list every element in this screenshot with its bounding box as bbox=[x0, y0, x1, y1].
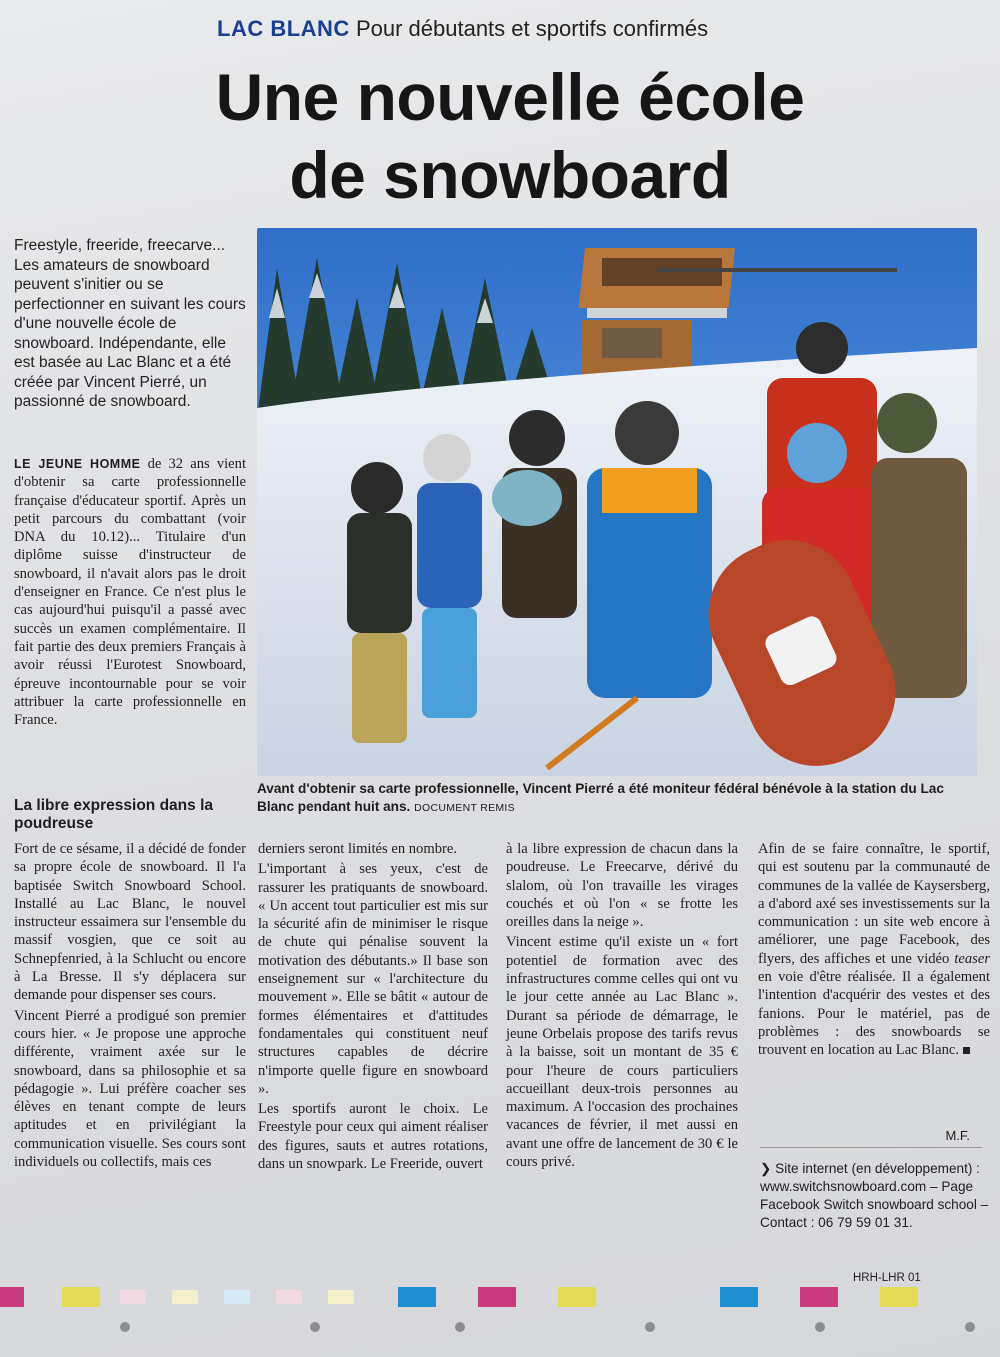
divider bbox=[760, 1147, 982, 1148]
chevron-right-icon: ❯ bbox=[760, 1161, 772, 1176]
perforation bbox=[310, 1322, 320, 1332]
col3-paragraph-2: Vincent estime qu'il existe un « fort potentiel de formation avec des infrastructures comme celles qui ont vu le jour cette année au Lac Blanc ». Durant sa période de démarrage, le jeune Orbelais propose des tarifs revus à la baisse, soit un montant de 35 € pour l'heure de cours particuliers accueillant deux-trois personnes au maximum. A l'occasion des prochaines vacances de février, il met aussi en avant une offre de lancement de 30 € le cours privé. bbox=[506, 934, 738, 1171]
col4-teaser: teaser bbox=[954, 950, 990, 967]
col2-paragraph-1: derniers seront limités en nombre. bbox=[258, 841, 457, 857]
print-mark bbox=[800, 1287, 838, 1307]
column-2 bbox=[258, 840, 488, 1175]
lead-paragraph: Freestyle, freeride, freecarve... Les amateurs de snowboard peuvent s'initier ou se perfectionner en suivant les cours d'une nouvelle école de snowboard. Indépendante, elle est basée au Lac Blanc et a été créée par Vincent Pierré, un passionné de snowboard. bbox=[14, 237, 246, 410]
perforation bbox=[120, 1322, 130, 1332]
print-mark bbox=[558, 1287, 596, 1307]
headline bbox=[150, 58, 870, 214]
headline-line-1: Une nouvelle école bbox=[215, 60, 805, 134]
section-subtitle: Pour débutants et sportifs confirmés bbox=[355, 16, 709, 41]
print-mark bbox=[398, 1287, 436, 1307]
perforation bbox=[455, 1322, 465, 1332]
col4-paragraph bbox=[758, 840, 990, 1060]
col1-paragraph-1: Fort de ce sésame, il a décidé de fonder sa propre école de snowboard. Il l'a baptisée Switch Snowboard School. Installé au Lac Blanc, le nouvel instructeur essaimera sur l'ensemble du massif vosgien, que ce soit au Schnepfenried, à la Schlucht ou encore à La Bresse. Il s'y déplacera sur demande pour dispenser ses cours. bbox=[14, 841, 246, 1004]
caption-text: Avant d'obtenir sa carte professionnelle, Vincent Pierré a été moniteur fédéral bénévole à la station du Lac Blanc pendant huit ans. bbox=[257, 781, 944, 814]
headline-line-2: de snowboard bbox=[289, 138, 731, 212]
col4-text-a: Afin de se faire connaître, le sportif, qui est soutenu par la communauté de communes de la vallée de Kaysersberg, a d'abord axé ses investissements sur la communication : un site web encore à améliorer, une page Facebook, des flyers, des affiches et une vidéo bbox=[758, 841, 990, 967]
col4-text-b: en voie d'être réalisée. Il a également l'intention d'acquérir des vestes et des fanions. Pour le matériel, pas de problèmes : des snowboards se trouvent en location au Lac Blanc. bbox=[758, 969, 990, 1059]
col1-paragraph-2: Vincent Pierré a prodigué son premier cours hier. « Je propose une approche différente, vraiment axée sur le snowboard, dans sa philosophie et sa pédagogie ». Lui préfère coacher ses élèves en tenant compte de leurs aptitudes et en privilégiant la communication visuelle. Ses cours sont individuels ou collectifs, mais ces bbox=[14, 1007, 246, 1171]
snowboard-group-photo bbox=[257, 228, 977, 776]
print-mark bbox=[880, 1287, 918, 1307]
column-3 bbox=[506, 840, 738, 1173]
print-mark bbox=[0, 1287, 24, 1307]
info-text: Site internet (en développement) : www.switchsnowboard.com – Page Facebook Switch snowboard school – Contact : 06 79 59 01 31. bbox=[760, 1161, 989, 1230]
subheading: La libre expression dans la poudreuse bbox=[14, 797, 213, 832]
column-1 bbox=[14, 840, 246, 1173]
col2-paragraph-3: Les sportifs auront le choix. Le Freestyle pour ceux qui aiment réaliser des figures, sauts et autres rotations, dans un snowpark. Le Freeride, ouvert bbox=[258, 1101, 488, 1173]
print-mark bbox=[62, 1287, 100, 1307]
col2-paragraph-2: L'important à ses yeux, c'est de rassurer les pratiquants de snowboard. « Un accent tout particulier est mis sur la sécurité afin de minimiser le risque de chute qui pénalise souvent la motivation des débutants.» Il base son enseignement sur « l'architecture du mouvement ». Elle se bâtit « autour de formes élémentaires et d'attitudes fondamentales qui constituent neuf structures capables de décrire n'importe quelle figure en snowboard ». bbox=[258, 861, 488, 1097]
end-mark bbox=[963, 1047, 970, 1054]
photo-credit: DOCUMENT REMIS bbox=[414, 801, 515, 814]
print-mark-tint bbox=[120, 1290, 380, 1304]
folio: HRH-LHR 01 bbox=[853, 1272, 921, 1284]
section-kicker bbox=[217, 16, 917, 42]
info-box bbox=[760, 1160, 990, 1232]
section-place: LAC BLANC bbox=[217, 16, 350, 41]
perforation bbox=[965, 1322, 975, 1332]
perforation bbox=[645, 1322, 655, 1332]
intro-column bbox=[14, 455, 246, 731]
intro-caps: LE JEUNE HOMME bbox=[14, 457, 141, 471]
column-4 bbox=[758, 840, 990, 1062]
perforation bbox=[815, 1322, 825, 1332]
print-mark bbox=[478, 1287, 516, 1307]
author-signature: M.F. bbox=[945, 1128, 970, 1143]
col3-paragraph-1: à la libre expression de chacun dans la poudreuse. Le Freecarve, dérivé du slalom, où l'on travaille les virages couchés et où l'on « se frotte les oreilles dans la neige ». bbox=[506, 841, 738, 931]
print-mark bbox=[720, 1287, 758, 1307]
intro-text: de 32 ans vient d'obtenir sa carte professionnelle française d'éducateur sportif. Après un petit parcours du combattant (voir DNA du 10.12)... Titulaire d'un diplôme suisse d'instructeur de snowboard, il n'avait alors pas le droit d'enseigner en France. Ce n'est plus le cas aujourd'hui puisqu'il a passé avec succès un examen complémentaire. Il fait partie des deux premiers Français à avoir réussi l'Eurotest Snowboard, épreuve incontournable pour se voir attribuer la carte professionnelle en France. bbox=[14, 456, 246, 729]
group-photo bbox=[257, 228, 977, 776]
photo-caption bbox=[257, 780, 977, 817]
